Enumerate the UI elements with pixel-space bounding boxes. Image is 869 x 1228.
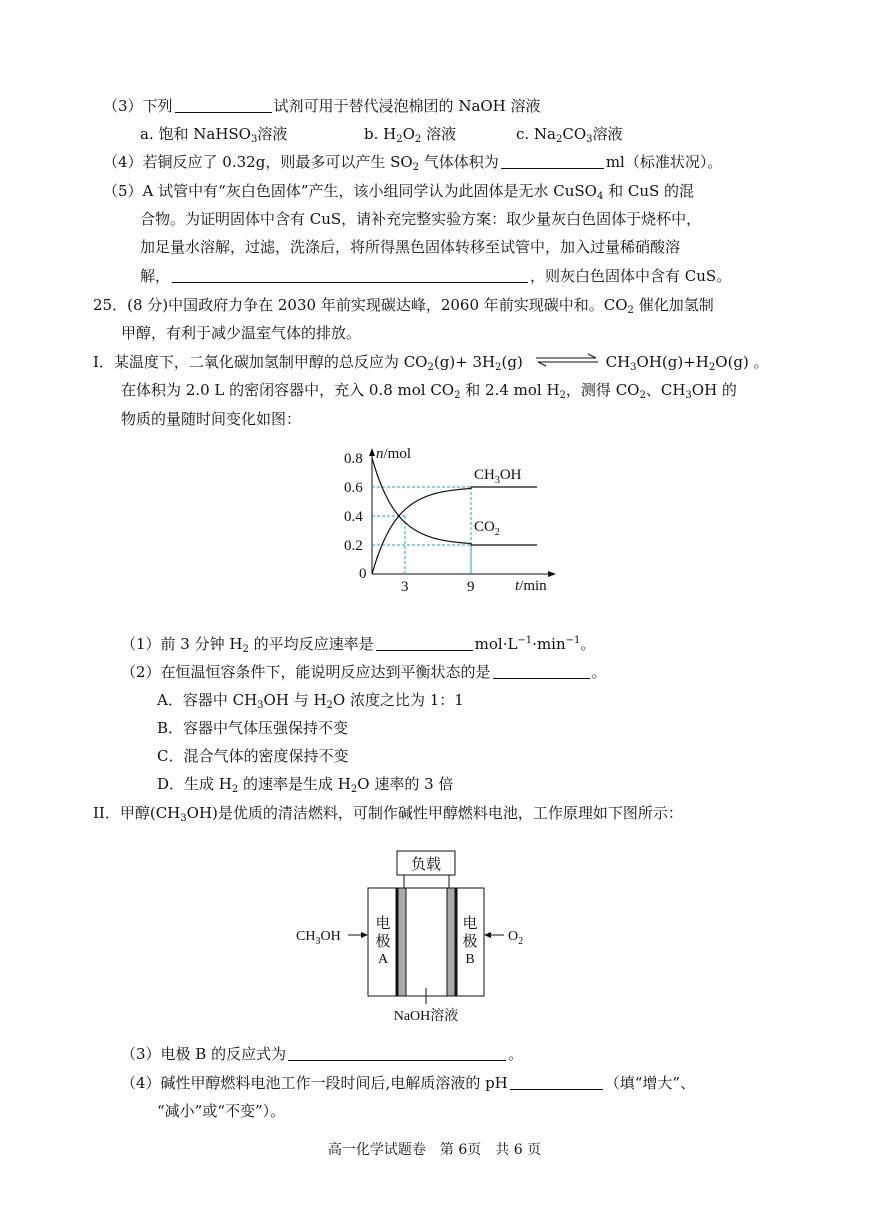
equilibrium-arrow-icon xyxy=(532,353,602,367)
q3b-answer-blank[interactable] xyxy=(288,1045,506,1061)
q5-line-3: 加足量水溶解，过滤，洗涤后，将所得黑色固体转移至试管中，加入过量稀硝酸溶 xyxy=(140,238,681,256)
origin-label: 0 xyxy=(359,566,367,582)
q1-line: （1）前 3 分钟 $H_2$ 的平均反应速率是 $mol\cdot L^{-1}\cdot\min^{-1}$。 xyxy=(121,635,596,655)
x-axis-label: t/min xyxy=(515,578,547,594)
load-label: 负载 xyxy=(410,857,442,873)
electrode-b-label-2: 极 xyxy=(462,934,478,950)
q2-line: （2）在恒温恒容条件下，能说明反应达到平衡状态的是 。 xyxy=(121,663,607,681)
q4-answer-blank[interactable] xyxy=(501,153,604,169)
oxygen-input-label: $O_2$ xyxy=(508,929,524,947)
mol-vs-time-chart xyxy=(330,440,570,600)
part1-line-2: 在体积为 2.0 L 的密闭容器中，充入 0.8 mol $CO_2$ 和 2.4 mol $H_2$，测得 $CO_2$、$CH_3OH$ 的 xyxy=(121,381,737,401)
arrow-left-icon xyxy=(484,932,491,938)
series-label-CH3OH: $CH_3OH$ xyxy=(474,467,522,486)
electrolyte-label: NaOH溶液 xyxy=(393,1009,459,1024)
page-footer: 高一化学试题卷 第 6页 共 6 页 xyxy=(327,1142,542,1158)
q5-line-1: （5）A 试管中有“灰白色固体”产生，该小组同学认为此固体是无水 CuSO$_4$ 和 CuS 的混 xyxy=(103,182,695,202)
q25-line-1: 25．(8 分)中国政府力争在 2030 年前实现碳达峰，2060 年前实现碳中和。$CO_2$ 催化加氢制 xyxy=(93,296,714,316)
electrode-a-label-2: 极 xyxy=(375,934,391,950)
y-tick-label: 0.2 xyxy=(344,538,363,554)
q5-line-4: 解， ，则灰白色固体中含有 CuS。 xyxy=(140,267,732,285)
q3-text: （3）下列 xyxy=(103,97,173,115)
q3-option-a: a. 饱和 NaHSO$_3$溶液 xyxy=(140,125,288,145)
x-tick-label: 3 xyxy=(401,579,409,595)
electrode-b-plate xyxy=(447,888,455,996)
q4-line: （4）若铜反应了 0.32g，则最多可以产生 $SO_2$ 气体体积为 ml（标准状况）。 xyxy=(103,153,723,173)
q2-option-a: A．容器中 $CH_3OH$ 与 $H_2O$ 浓度之比为 1：1 xyxy=(157,691,464,711)
q4b-line-1: （4）碱性甲醇燃料电池工作一段时间后,电解质溶液的 pH （填“增大”、 xyxy=(121,1074,696,1092)
q2-answer-blank[interactable] xyxy=(493,663,590,679)
q3b-line: （3）电极 B 的反应式为 。 xyxy=(121,1045,524,1063)
q2-option-d: D．生成 $H_2$ 的速率是生成 $H_2O$ 速率的 3 倍 xyxy=(157,775,454,795)
q2-option-b: B．容器中气体压强保持不变 xyxy=(157,719,349,737)
electrode-b-label-3: B xyxy=(465,952,475,967)
arrow-right-icon xyxy=(361,932,368,938)
y-axis-arrow-icon xyxy=(369,448,375,456)
electrode-b-label-1: 电 xyxy=(462,916,478,932)
q5-answer-blank[interactable] xyxy=(172,267,528,283)
part1-line-3: 物质的量随时间变化如图： xyxy=(121,410,302,428)
x-tick-label: 9 xyxy=(467,579,475,595)
q3-option-b: b. $H_2O_2$ 溶液 xyxy=(364,125,457,145)
electrode-a-label-3: A xyxy=(377,952,389,967)
part2-line: II．甲醇$(CH_3OH)$是优质的清洁燃料，可制作碱性甲醇燃料电池，工作原理如下图所示： xyxy=(93,804,683,824)
q3-text-post: 试剂可用于替代浸泡棉团的 NaOH 溶液 xyxy=(273,97,541,115)
q5-line-2: 合物。为证明固体中含有 CuS，请补充完整实验方案：取少量灰白色固体于烧杯中， xyxy=(140,210,702,228)
y-tick-label: 0.4 xyxy=(344,509,363,525)
q2-option-c: C．混合气体的密度保持不变 xyxy=(157,747,349,765)
q25-line-2: 甲醇，有利于减少温室气体的排放。 xyxy=(121,324,362,342)
methanol-input-label: $CH_3OH$ xyxy=(296,929,341,947)
y-tick-label: 0.8 xyxy=(344,451,363,467)
q3-option-c: c. $Na_2CO_3$溶液 xyxy=(516,125,623,145)
electrode-a-label-1: 电 xyxy=(375,916,391,932)
q3-line xyxy=(103,96,541,116)
q4b-line-2: “减小”或“不变”）。 xyxy=(157,1102,286,1120)
y-tick-label: 0.6 xyxy=(344,480,363,496)
y-axis-label: n/mol xyxy=(376,446,412,462)
fuel-cell-diagram xyxy=(290,848,540,1028)
q3-answer-blank[interactable] xyxy=(175,97,272,113)
series-line-CH3OH xyxy=(372,487,537,574)
series-label-CO2: $CO_2$ xyxy=(474,519,500,538)
q1-answer-blank[interactable] xyxy=(376,635,473,651)
q4b-answer-blank[interactable] xyxy=(510,1074,603,1090)
part1-line-1: I．某温度下，二氧化碳加氢制甲醇的总反应为 $CO_2(g)+ 3H_2(g)$ $CH_3OH(g)+H_2O(g)$ 。 xyxy=(93,353,769,373)
x-axis-arrow-icon xyxy=(548,571,556,577)
electrode-a-plate xyxy=(398,888,406,996)
